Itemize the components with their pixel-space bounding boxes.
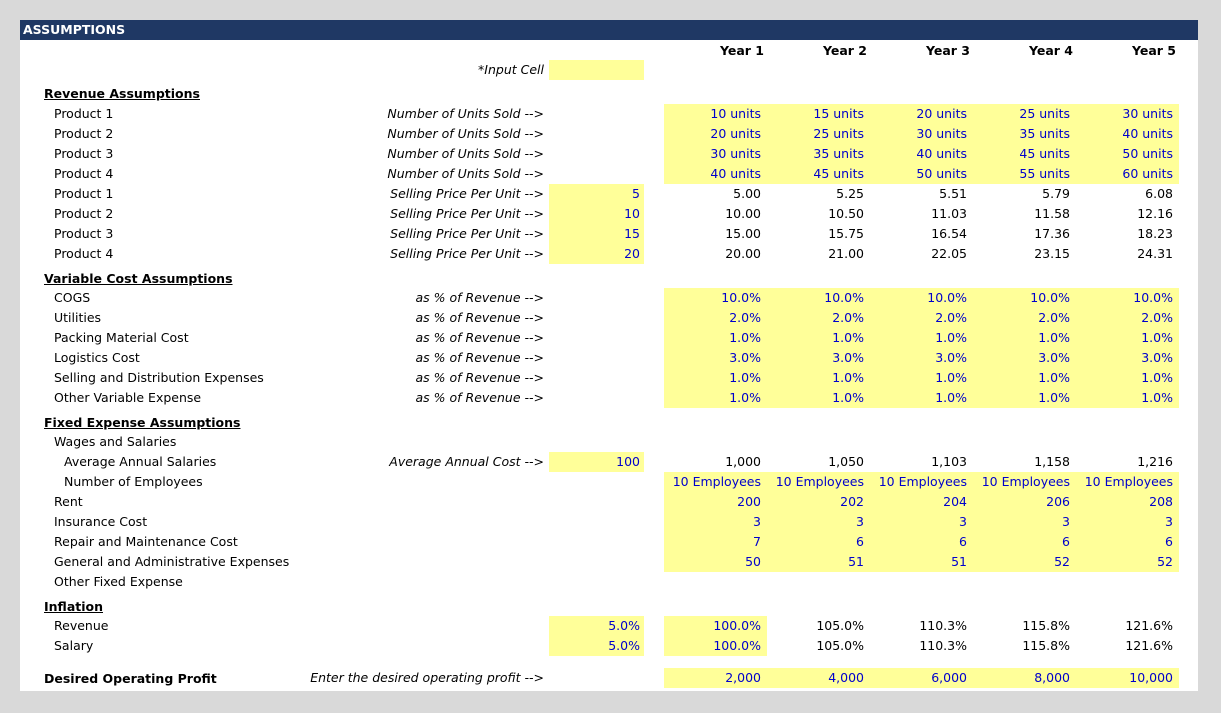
input-cell-legend-swatch bbox=[549, 60, 644, 80]
row-label: Product 4 bbox=[54, 246, 114, 261]
value-cell[interactable]: 45 units bbox=[813, 166, 864, 181]
row-description: Average Annual Cost --> bbox=[389, 454, 544, 469]
value-cell[interactable]: 10 Employees bbox=[672, 474, 761, 489]
row-description: Selling Price Per Unit --> bbox=[390, 246, 544, 261]
section-desired-operating-profit: Desired Operating Profit bbox=[44, 671, 217, 686]
value-cell[interactable]: 3.0% bbox=[729, 350, 761, 365]
value-cell[interactable]: 40 units bbox=[916, 146, 967, 161]
value-cell: 10.50 bbox=[828, 206, 864, 221]
value-cell[interactable]: 1.0% bbox=[832, 370, 864, 385]
row-label: Product 1 bbox=[54, 186, 114, 201]
row-label: Wages and Salaries bbox=[54, 434, 177, 449]
value-cell[interactable]: 4,000 bbox=[828, 670, 864, 685]
row-label: Product 2 bbox=[54, 206, 114, 221]
value-cell: 18.23 bbox=[1137, 226, 1173, 241]
row-label: Selling and Distribution Expenses bbox=[54, 370, 264, 385]
value-cell[interactable]: 2.0% bbox=[832, 310, 864, 325]
value-cell[interactable]: 1.0% bbox=[832, 390, 864, 405]
year-header: Year 2 bbox=[822, 43, 867, 58]
value-cell[interactable]: 3.0% bbox=[935, 350, 967, 365]
value-cell[interactable]: 50 bbox=[745, 554, 761, 569]
value-cell: 110.3% bbox=[919, 638, 967, 653]
value-cell[interactable]: 202 bbox=[840, 494, 864, 509]
value-cell: 1,158 bbox=[1034, 454, 1070, 469]
value-cell[interactable]: 25 units bbox=[1019, 106, 1070, 121]
value-cell[interactable]: 3.0% bbox=[1038, 350, 1070, 365]
value-cell[interactable]: 3 bbox=[856, 514, 864, 529]
value-cell[interactable]: 10.0% bbox=[927, 290, 967, 305]
value-cell[interactable]: 1.0% bbox=[729, 370, 761, 385]
value-cell: 21.00 bbox=[828, 246, 864, 261]
value-cell: 105.0% bbox=[816, 638, 864, 653]
row-label: Product 3 bbox=[54, 146, 114, 161]
value-cell: 24.31 bbox=[1137, 246, 1173, 261]
row-description: as % of Revenue --> bbox=[415, 310, 544, 325]
row-label: Revenue bbox=[54, 618, 109, 633]
value-cell: 22.05 bbox=[931, 246, 967, 261]
input-cell[interactable]: 5.0% bbox=[608, 618, 640, 633]
row-description: Number of Units Sold --> bbox=[387, 126, 544, 141]
year-header: Year 4 bbox=[1028, 43, 1073, 58]
row-label: Logistics Cost bbox=[54, 350, 140, 365]
value-cell: 121.6% bbox=[1125, 618, 1173, 633]
value-cell[interactable]: 206 bbox=[1046, 494, 1070, 509]
value-cell[interactable]: 6 bbox=[1062, 534, 1070, 549]
value-cell[interactable]: 100.0% bbox=[713, 638, 761, 653]
value-cell[interactable]: 2,000 bbox=[725, 670, 761, 685]
value-cell[interactable]: 1.0% bbox=[935, 390, 967, 405]
value-cell[interactable]: 20 units bbox=[916, 106, 967, 121]
value-cell[interactable]: 10 Employees bbox=[1084, 474, 1173, 489]
value-cell[interactable]: 1.0% bbox=[1038, 390, 1070, 405]
value-cell: 11.58 bbox=[1034, 206, 1070, 221]
row-description: as % of Revenue --> bbox=[415, 350, 544, 365]
value-cell[interactable]: 1.0% bbox=[832, 330, 864, 345]
value-cell[interactable]: 51 bbox=[951, 554, 967, 569]
value-cell[interactable]: 1.0% bbox=[1141, 390, 1173, 405]
row-description: as % of Revenue --> bbox=[415, 330, 544, 345]
value-cell[interactable]: 1.0% bbox=[1141, 370, 1173, 385]
row-label: Utilities bbox=[54, 310, 102, 325]
year-header: Year 1 bbox=[719, 43, 764, 58]
row-label: Insurance Cost bbox=[54, 514, 148, 529]
row-description: as % of Revenue --> bbox=[415, 390, 544, 405]
value-cell[interactable]: 15 units bbox=[813, 106, 864, 121]
row-label: Number of Employees bbox=[64, 474, 203, 489]
value-cell[interactable]: 20 units bbox=[710, 126, 761, 141]
value-cell[interactable]: 10.0% bbox=[824, 290, 864, 305]
value-cell[interactable]: 10 Employees bbox=[878, 474, 967, 489]
row-label: Product 1 bbox=[54, 106, 114, 121]
value-cell[interactable]: 40 units bbox=[710, 166, 761, 181]
value-cell[interactable]: 30 units bbox=[1122, 106, 1173, 121]
value-cell[interactable]: 3 bbox=[1165, 514, 1173, 529]
value-cell[interactable]: 100.0% bbox=[713, 618, 761, 633]
value-cell: 20.00 bbox=[725, 246, 761, 261]
row-description: Number of Units Sold --> bbox=[387, 146, 544, 161]
row-description: Number of Units Sold --> bbox=[387, 106, 544, 121]
value-cell[interactable]: 200 bbox=[737, 494, 761, 509]
value-cell[interactable]: 10 Employees bbox=[981, 474, 1070, 489]
input-cell[interactable]: 10 bbox=[624, 206, 640, 221]
value-cell: 12.16 bbox=[1137, 206, 1173, 221]
value-cell[interactable]: 52 bbox=[1054, 554, 1070, 569]
row-label: Packing Material Cost bbox=[54, 330, 189, 345]
value-cell[interactable]: 3 bbox=[753, 514, 761, 529]
value-cell[interactable]: 3 bbox=[959, 514, 967, 529]
row-label: Average Annual Salaries bbox=[64, 454, 217, 469]
value-cell[interactable]: 2.0% bbox=[729, 310, 761, 325]
value-cell: 6.08 bbox=[1145, 186, 1173, 201]
value-cell[interactable]: 3 bbox=[1062, 514, 1070, 529]
value-cell: 5.00 bbox=[733, 186, 761, 201]
section-revenue-assumptions: Revenue Assumptions bbox=[44, 86, 200, 101]
value-cell[interactable]: 45 units bbox=[1019, 146, 1070, 161]
input-cell-legend: *Input Cell bbox=[478, 62, 544, 77]
row-label: Salary bbox=[54, 638, 94, 653]
value-cell[interactable]: 30 units bbox=[710, 146, 761, 161]
row-label: Product 4 bbox=[54, 166, 114, 181]
row-description: Selling Price Per Unit --> bbox=[390, 186, 544, 201]
value-cell[interactable]: 30 units bbox=[916, 126, 967, 141]
value-cell: 115.8% bbox=[1022, 618, 1070, 633]
row-label: Product 2 bbox=[54, 126, 114, 141]
row-label: Other Fixed Expense bbox=[54, 574, 183, 589]
value-cell: 16.54 bbox=[931, 226, 967, 241]
value-cell[interactable]: 6,000 bbox=[931, 670, 967, 685]
row-description: Number of Units Sold --> bbox=[387, 166, 544, 181]
value-cell[interactable]: 25 units bbox=[813, 126, 864, 141]
sheet-title-bar: ASSUMPTIONS bbox=[20, 20, 1198, 40]
value-cell[interactable]: 3.0% bbox=[832, 350, 864, 365]
value-cell: 5.25 bbox=[836, 186, 864, 201]
row-label: General and Administrative Expenses bbox=[54, 554, 290, 569]
value-cell[interactable]: 6 bbox=[1165, 534, 1173, 549]
value-cell: 15.75 bbox=[828, 226, 864, 241]
value-cell: 23.15 bbox=[1034, 246, 1070, 261]
value-cell[interactable]: 1.0% bbox=[1141, 330, 1173, 345]
value-cell[interactable]: 10 units bbox=[710, 106, 761, 121]
value-cell: 1,000 bbox=[725, 454, 761, 469]
value-cell[interactable]: 40 units bbox=[1122, 126, 1173, 141]
value-cell[interactable]: 1.0% bbox=[935, 330, 967, 345]
value-cell: 115.8% bbox=[1022, 638, 1070, 653]
value-cell: 1,050 bbox=[828, 454, 864, 469]
value-cell[interactable]: 35 units bbox=[813, 146, 864, 161]
section-variable-cost-assumptions: Variable Cost Assumptions bbox=[44, 271, 233, 286]
value-cell: 105.0% bbox=[816, 618, 864, 633]
value-cell[interactable]: 51 bbox=[848, 554, 864, 569]
input-cell[interactable]: 5.0% bbox=[608, 638, 640, 653]
value-cell[interactable]: 60 units bbox=[1122, 166, 1173, 181]
value-cell[interactable]: 10.0% bbox=[1030, 290, 1070, 305]
year-header: Year 3 bbox=[925, 43, 970, 58]
value-cell[interactable]: 10 Employees bbox=[775, 474, 864, 489]
value-cell[interactable]: 50 units bbox=[1122, 146, 1173, 161]
value-cell[interactable]: 2.0% bbox=[1141, 310, 1173, 325]
value-cell[interactable]: 1.0% bbox=[935, 370, 967, 385]
value-cell: 1,103 bbox=[931, 454, 967, 469]
value-cell[interactable]: 52 bbox=[1157, 554, 1173, 569]
value-cell[interactable]: 6 bbox=[959, 534, 967, 549]
row-label: Other Variable Expense bbox=[54, 390, 202, 405]
value-cell: 5.51 bbox=[939, 186, 967, 201]
row-label: COGS bbox=[54, 290, 91, 305]
value-cell[interactable]: 55 units bbox=[1019, 166, 1070, 181]
value-cell: 10.00 bbox=[725, 206, 761, 221]
value-cell: 5.79 bbox=[1042, 186, 1070, 201]
row-description: as % of Revenue --> bbox=[415, 290, 544, 305]
spreadsheet bbox=[20, 20, 1198, 691]
value-cell[interactable]: 7 bbox=[753, 534, 761, 549]
value-cell[interactable]: 1.0% bbox=[729, 330, 761, 345]
row-description: Enter the desired operating profit --> bbox=[310, 670, 544, 685]
value-cell[interactable]: 8,000 bbox=[1034, 670, 1070, 685]
input-cell[interactable]: 15 bbox=[624, 226, 640, 241]
value-cell[interactable]: 208 bbox=[1149, 494, 1173, 509]
value-cell: 17.36 bbox=[1034, 226, 1070, 241]
row-label: Rent bbox=[54, 494, 83, 509]
value-cell: 121.6% bbox=[1125, 638, 1173, 653]
value-cell[interactable]: 2.0% bbox=[935, 310, 967, 325]
value-cell[interactable]: 50 units bbox=[916, 166, 967, 181]
section-fixed-expense-assumptions: Fixed Expense Assumptions bbox=[44, 415, 241, 430]
value-cell: 1,216 bbox=[1137, 454, 1173, 469]
value-cell: 110.3% bbox=[919, 618, 967, 633]
year-header: Year 5 bbox=[1131, 43, 1176, 58]
row-label: Repair and Maintenance Cost bbox=[54, 534, 238, 549]
value-cell[interactable]: 3.0% bbox=[1141, 350, 1173, 365]
row-description: Selling Price Per Unit --> bbox=[390, 206, 544, 221]
value-cell[interactable]: 6 bbox=[856, 534, 864, 549]
value-cell[interactable]: 204 bbox=[943, 494, 967, 509]
value-cell[interactable]: 2.0% bbox=[1038, 310, 1070, 325]
row-description: as % of Revenue --> bbox=[415, 370, 544, 385]
row-description: Selling Price Per Unit --> bbox=[390, 226, 544, 241]
value-cell[interactable]: 1.0% bbox=[1038, 370, 1070, 385]
input-cell[interactable]: 5 bbox=[632, 186, 640, 201]
section-inflation: Inflation bbox=[44, 599, 103, 614]
value-cell[interactable]: 10,000 bbox=[1129, 670, 1173, 685]
value-cell[interactable]: 10.0% bbox=[1133, 290, 1173, 305]
input-cell[interactable]: 20 bbox=[624, 246, 640, 261]
value-cell[interactable]: 1.0% bbox=[1038, 330, 1070, 345]
value-cell[interactable]: 1.0% bbox=[729, 390, 761, 405]
value-cell: 11.03 bbox=[931, 206, 967, 221]
row-label: Product 3 bbox=[54, 226, 114, 241]
value-cell[interactable]: 35 units bbox=[1019, 126, 1070, 141]
value-cell[interactable]: 10.0% bbox=[721, 290, 761, 305]
input-cell[interactable]: 100 bbox=[616, 454, 640, 469]
value-cell: 15.00 bbox=[725, 226, 761, 241]
